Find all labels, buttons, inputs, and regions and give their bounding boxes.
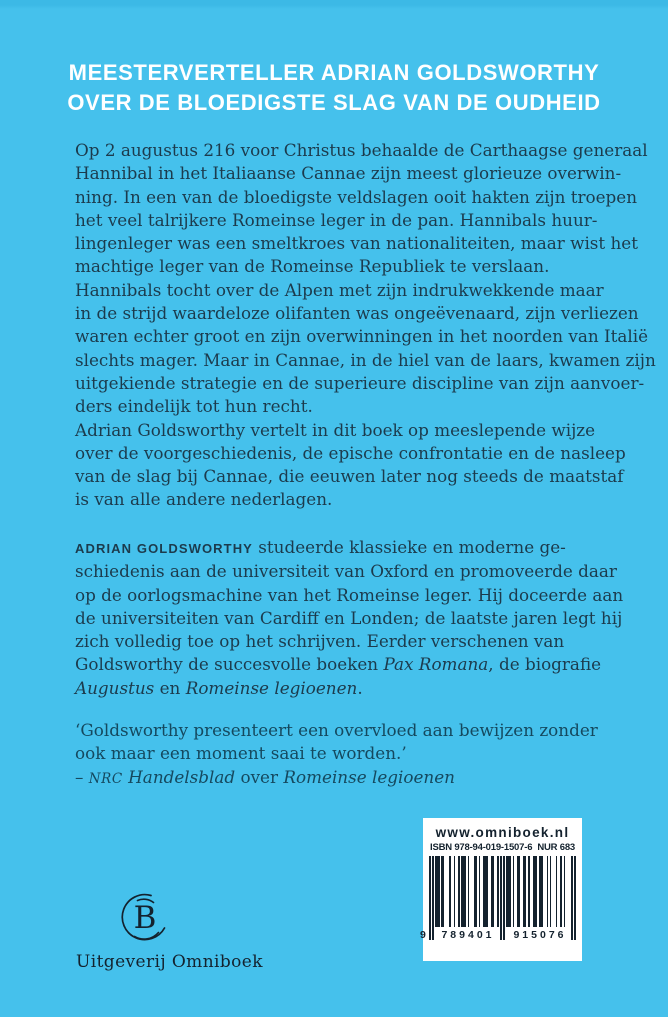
review-quote	[75, 719, 620, 791]
text-line: machtige leger van de Romeinse Republiek te verslaan.	[75, 256, 550, 277]
ean13-barcode	[420, 856, 576, 941]
nur-code: NUR 683	[537, 842, 575, 853]
logo-monogram: B	[133, 900, 157, 936]
barcode-panel	[420, 818, 582, 961]
text-line: ook maar een moment saai te worden.’	[75, 743, 407, 764]
author-bio-text	[75, 536, 624, 700]
publisher-website: www.omniboek.nl	[435, 825, 570, 840]
page-bottom-edge	[0, 1017, 668, 1024]
text-line: ning. In een van de bloedigste veldslagen ooit hakten zijn troepen	[75, 186, 638, 207]
text-line: uitgekiende strategie en de superieure discipline van zijn aanvoer-	[75, 372, 645, 393]
omniboek-logo-icon	[114, 890, 176, 948]
text-line: Op 2 augustus 216 voor Christus behaalde de Carthaagse generaal	[75, 140, 648, 160]
text-line: lingenleger was een smeltkroes van nationaliteiten, maar wist het	[75, 233, 638, 254]
text-line: MEESTERVERTELLER ADRIAN GOLDSWORTHY	[68, 60, 600, 85]
cover-tagline	[0, 58, 668, 118]
text-line: – NRC Handelsblad over Romeinse legioenen	[75, 766, 455, 787]
barcode-digit-group: 915076	[513, 929, 567, 941]
text-line: OVER DE BLOEDIGSTE SLAG VAN DE OUDHEID	[67, 90, 601, 115]
text-line: is van alle andere nederlagen.	[75, 489, 333, 510]
isbn-number: ISBN 978-94-019-1507-6	[430, 842, 533, 853]
barcode-digit-group: 9	[420, 929, 426, 941]
text-line: de universiteiten van Cardiff en Londen; de laatste jaren legt hij	[75, 607, 623, 628]
text-line: Hannibal in het Italiaanse Cannae zijn meest glorieuze overwin-	[75, 163, 622, 184]
text-line: in de strijd waardeloze olifanten was ongeëvenaard, zijn verliezen	[75, 303, 639, 324]
text-line: zich volledig toe op het schrijven. Eerder verschenen van	[75, 631, 565, 652]
text-line: ‘Goldsworthy presenteert een overvloed aan bewijzen zonder	[75, 720, 598, 740]
barcode-bars	[429, 856, 576, 940]
text-line: ADRIAN GOLDSWORTHY studeerde klassieke en moderne ge-	[75, 537, 566, 557]
synopsis-text	[75, 139, 656, 512]
publisher-block	[76, 890, 263, 972]
text-line: Hannibals tocht over de Alpen met zijn indrukwekkende maar	[75, 279, 604, 300]
isbn-row	[423, 842, 582, 853]
text-line: op de oorlogsmachine van het Romeinse leger. Hij doceerde aan	[75, 584, 624, 605]
text-line: Augustus en Romeinse legioenen.	[75, 677, 363, 698]
text-line: het veel talrijkere Romeinse leger in de pan. Hannibals huur-	[75, 209, 598, 230]
text-line: ders eindelijk tot hun recht.	[75, 396, 313, 417]
text-line: slechts mager. Maar in Cannae, in de hiel van de laars, kwamen zijn	[75, 349, 656, 370]
barcode-digit-group: 789401	[441, 929, 495, 941]
text-line: Adrian Goldsworthy vertelt in dit boek op meeslepende wijze	[75, 419, 596, 440]
barcode-digits	[420, 929, 576, 941]
text-line: van de slag bij Cannae, die eeuwen later nog steeds de maatstaf	[75, 466, 624, 487]
text-line: over de voorgeschiedenis, de epische confrontatie en de nasleep	[75, 442, 626, 463]
text-line: Goldsworthy de succesvolle boeken Pax Romana, de biografie	[75, 654, 602, 675]
text-line: schiedenis aan de universiteit van Oxford en promoveerde daar	[75, 561, 617, 582]
publisher-name: Uitgeverij Omniboek	[76, 952, 263, 972]
text-line: waren echter groot en zijn overwinningen in het noorden van Italië	[75, 326, 649, 347]
